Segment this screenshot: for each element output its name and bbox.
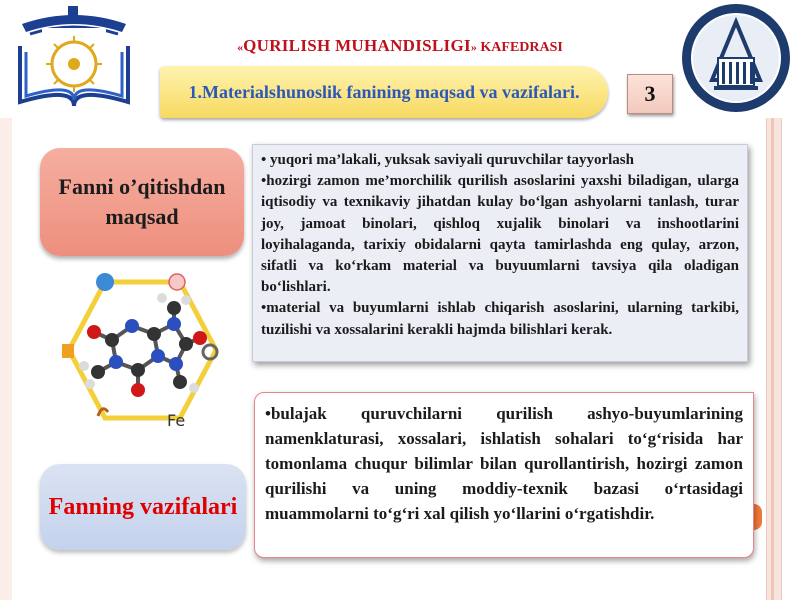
goal-paragraph-2: •hozirgi zamon me’morchilik qurilish asoslarini yaxshi biladigan, ularga iqtisodiy va texnikaviy jihatdan kulay bo‘lgan ashyolarni tanlash, turar joy, jamoat binolari, qishloq xujalik binolari va inshootlarini loyihalaganda, tarixiy obidalarni qayta tamirlashda eng qulay, arzon, sifatli va ko‘rkam material va buyuumlarni tavsiya qila oladigan bo‘lishlari. xyxy=(261,173,739,296)
goal-label: Fanni o’qitishdan maqsad xyxy=(58,174,226,229)
goal-label-box xyxy=(40,148,244,256)
topic-title: 1.Materialshunoslik fanining maqsad va vazifalari. xyxy=(188,82,580,102)
quote-close: » xyxy=(470,40,477,54)
globe-icon xyxy=(96,273,114,291)
goal-text-panel xyxy=(252,144,748,362)
tasks-label: Fanning vazifalari xyxy=(48,494,238,520)
quote-open: « xyxy=(237,40,244,54)
right-frame-strip xyxy=(766,118,782,600)
tasks-text-panel xyxy=(254,392,754,558)
left-frame-strip xyxy=(0,118,12,600)
slide-number: 3 xyxy=(627,74,673,114)
fe-element-label: Fe xyxy=(167,411,186,430)
topic-banner xyxy=(160,66,608,118)
department-title xyxy=(150,36,650,56)
department-name: QURILISH MUHANDISLIGI xyxy=(243,36,471,55)
atom-icon xyxy=(169,274,185,290)
flask-icon xyxy=(62,344,74,358)
goal-paragraph-1: • yuqori ma’lakali, yuksak saviyali quruvchilar tayyorlash xyxy=(261,152,634,168)
department-word: KAFEDRASI xyxy=(476,40,563,55)
right-frame-line xyxy=(771,118,774,600)
goal-paragraph-3: •material va buyumlarni ishlab chiqarish asoslarini, ularning tarkibi, tuzilishi va xossalarini kerakli hajmda bilishlari kerak. xyxy=(261,300,739,338)
university-logo-left xyxy=(12,6,136,114)
molecule-illustration xyxy=(50,268,240,438)
tasks-paragraph: •bulajak quruvchilarni qurilish ashyo-buyumlarining namenklaturasi, xossalari, ishlatish sohalari to‘g‘risida har tomonlama chuqur bilimlar bilan qurollantirish, hozirgi zamon qurilishi va uning moddiy-texnik bazasi o‘rtasidagi muammolarni to‘g‘ri xal qilish yo‘llarini o‘rgatishdir. xyxy=(265,404,743,523)
tasks-label-box xyxy=(40,464,246,550)
university-emblem-right xyxy=(680,2,792,114)
